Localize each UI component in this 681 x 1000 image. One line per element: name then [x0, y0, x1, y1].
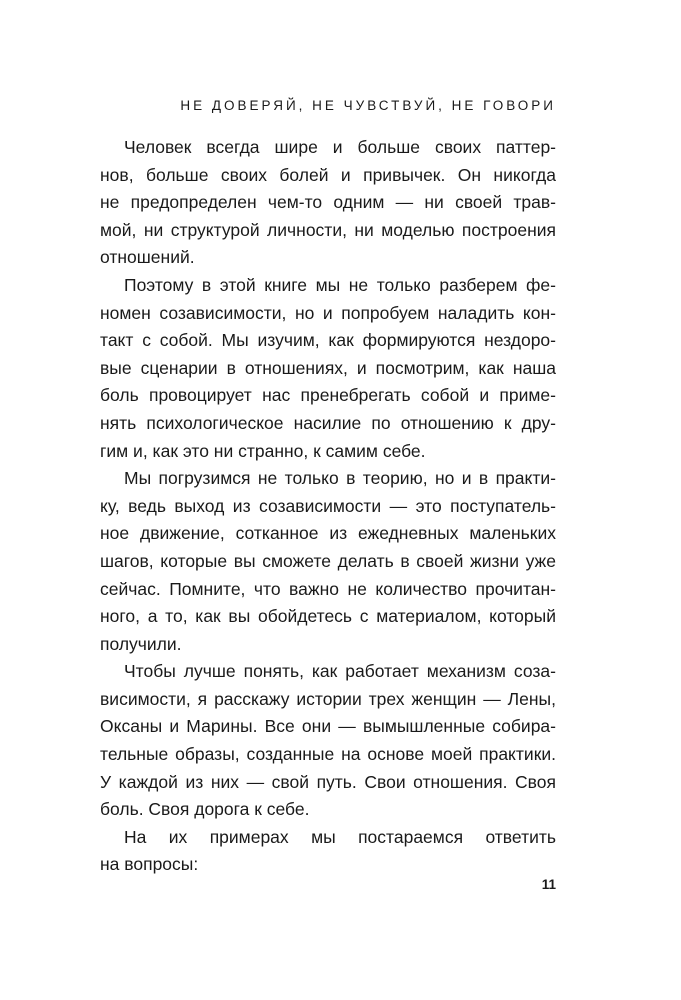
text-line: ку, ведь выход из созависимости — это поступатель- [100, 495, 556, 516]
text-line: мой, ни структурой личности, ни моделью построения [100, 219, 556, 240]
paragraph-3 [100, 465, 556, 658]
text-line: на вопросы: [100, 854, 199, 875]
text-line: Мы погрузимся не только в теорию, но и в практи- [124, 468, 556, 489]
body-text [100, 134, 556, 879]
text-line: Человек всегда шире и больше своих паттер- [124, 137, 556, 157]
text-line: нов, больше своих болей и привычек. Он никогда [100, 164, 556, 185]
text-line: боль. Своя дорога к себе. [100, 799, 310, 820]
text-line: шагов, которые вы сможете делать в своей жизни уже [100, 550, 556, 571]
text-line: номен созависимости, но и попробуем наладить кон- [100, 302, 556, 323]
text-line: Чтобы лучше понять, как работает механизм соза- [124, 661, 556, 682]
text-line: отношений. [100, 247, 195, 268]
paragraph-2 [100, 272, 556, 465]
paragraph-4 [100, 658, 556, 824]
running-head: НЕ ДОВЕРЯЙ, НЕ ЧУВСТВУЙ, НЕ ГОВОРИ [180, 98, 556, 113]
text-line: На их примерах мы постараемся ответить [124, 826, 556, 847]
text-line: Оксаны и Марины. Все они — вымышленные собира- [100, 716, 556, 737]
text-line: такт с собой. Мы изучим, как формируются нездоро- [100, 330, 556, 351]
text-line: вые сценарии в отношениях, и посмотрим, как наша [100, 357, 556, 378]
paragraph-1 [100, 134, 556, 272]
text-line: гим и, как это ни странно, к самим себе. [100, 440, 426, 461]
text-line: тельные образы, созданные на основе моей практики. [100, 744, 556, 765]
paragraph-5 [100, 824, 556, 879]
text-line: ного, а то, как вы обойдетесь с материалом, который [100, 606, 556, 627]
text-line: висимости, я расскажу истории трех женщин — Лены, [100, 688, 556, 709]
text-line: нять психологическое насилие по отношению к дру- [100, 412, 556, 433]
page-number: 11 [541, 877, 556, 892]
text-line: У каждой из них — свой путь. Свои отношения. Своя [100, 771, 556, 792]
text-line: сейчас. Помните, что важно не количество прочитан- [100, 578, 556, 599]
text-line: Поэтому в этой книге мы не только разберем фе- [124, 274, 556, 295]
text-line: не предопределен чем-то одним — ни своей трав- [100, 192, 556, 213]
text-line: боль провоцирует нас пренебрегать собой и приме- [100, 385, 556, 406]
text-line: получили. [100, 633, 182, 654]
text-line: ное движение, сотканное из ежедневных маленьких [100, 523, 556, 544]
